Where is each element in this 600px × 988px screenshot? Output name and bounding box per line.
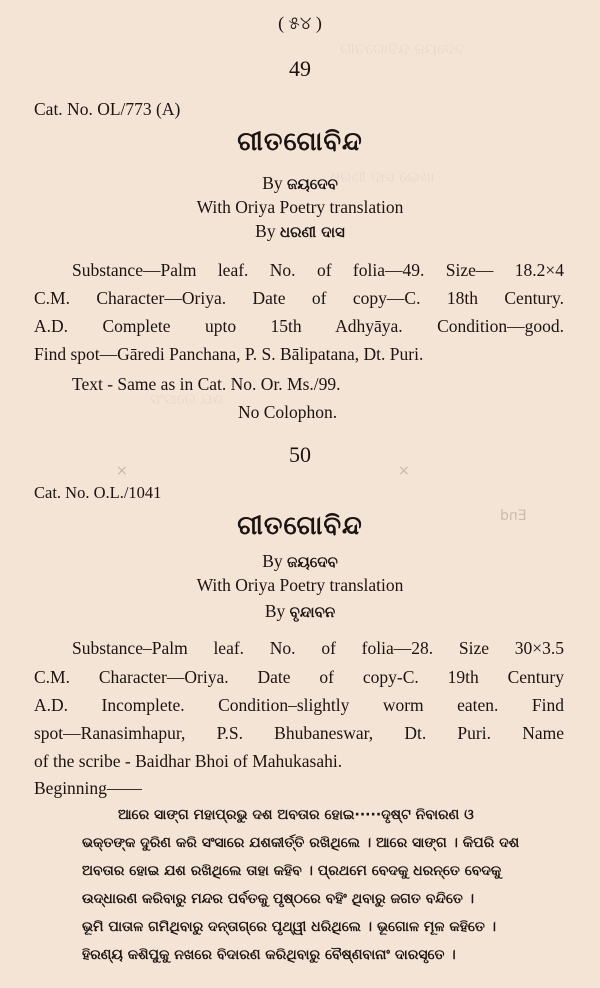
entry-49-number: 49 xyxy=(289,56,311,81)
entry-50-line-5: of the scribe - Baidhar Bhoi of Mahukasahi. xyxy=(34,751,343,771)
entry-49-translator: ଧରଣୀ ଦାସ xyxy=(279,223,345,241)
entry-50-translator-line xyxy=(0,600,600,623)
entry-49-line-2: C.M. Character—Oriya. Date of copy—C. 18th Century. xyxy=(34,288,564,308)
entry-49-by-label-2: By xyxy=(255,221,276,241)
entry-50-cat-no: Cat. No. O.L./1041 xyxy=(34,483,162,502)
entry-50-beginning-label: Beginning—— xyxy=(34,778,142,798)
entry-50-author: ଜୟଦେବ xyxy=(287,553,338,571)
entry-50-number: 50 xyxy=(289,442,311,467)
bleed-through-end: End xyxy=(500,508,527,524)
beginning-text-line-4: ଉଦ୍ଧାରଣ କରିବାରୁ ମନ୍ଦର ପର୍ବତକୁ ପୃଷ୍ଠରେ ବହିଂ ଥିବାରୁ ଜଗତ ବନ୍ଦିତେ । xyxy=(82,891,475,907)
entry-50-line-3: A.D. Incomplete. Condition–slightly worm eaten. Find xyxy=(34,695,564,715)
entry-49-line-4: Find spot—Gāredi Panchana, P. S. Bālipatana, Dt. Puri. xyxy=(34,344,424,364)
page-header: ( ୫୪ ) xyxy=(278,13,322,33)
bleed-cross-mark: × xyxy=(398,463,410,479)
entry-49-colophon: No Colophon. xyxy=(238,402,338,422)
entry-49-author: ଜୟଦେବ xyxy=(287,175,338,193)
entry-49-line-1: Substance—Palm leaf. No. of folia—49. Size— 18.2×4 xyxy=(72,260,564,280)
entry-50-title: ଗୀତଗୋବିନ୍ଦ xyxy=(237,511,363,540)
beginning-text-line-5: ଭୂମି ପାତାଳ ଗମିଥିବାରୁ ଦନ୍ତାଗ୍ରେ ପୃଥ୍ୱୀ ଧରିଥିଲେ । ଭୂଗୋଳ ମୂଳ କହିତେ । xyxy=(82,919,497,935)
entry-50-line-4: spot—Ranasimhapur, P.S. Bhubaneswar, Dt. Puri. Name xyxy=(34,723,564,743)
entry-49-title: ଗୀତଗୋବିନ୍ଦ xyxy=(237,127,363,156)
beginning-text-line-6: ହିରଣ୍ୟ କଶିପୁକୁ ନଖରେ ବିଦାରଣ କରିଥିବାରୁ ବୈଷ୍ଣବାନାଂ ଦାରସୃତେ । xyxy=(82,947,456,963)
bleed-through-text: ସଂସାରେ ଯଶ xyxy=(150,390,224,408)
entry-49-text-line: Text - Same as in Cat. No. Or. Ms./99. xyxy=(72,374,341,394)
beginning-text-line-2: ଭକ୍ତଙ୍କ ଦୁରିଣ କରି ସଂସାରେ ଯଶକୀର୍ତ୍ତି ରଖିଥିଲେ । ଆରେ ସାଙ୍ଗ । କିପରି ଦଶ xyxy=(82,835,520,851)
entry-50-translation: With Oriya Poetry translation xyxy=(196,575,404,595)
entry-49-cat-no: Cat. No. OL/773 (A) xyxy=(34,99,181,119)
entry-50-by-line xyxy=(0,550,600,573)
entry-50-by-label: By xyxy=(262,551,283,571)
entry-49-translation: With Oriya Poetry translation xyxy=(196,197,404,217)
beginning-text-line-3: ଅବତାର ହୋଇ ଯଶ ରଖିଥିଲେ ତାହା କହିବ । ପ୍ରଥମେ ବେଦକୁ ଧରନ୍ତେ ବେଦକୁ xyxy=(82,863,502,879)
entry-50-translator: ବୃନ୍ଦାବନ xyxy=(289,603,336,621)
bleed-cross-mark: × xyxy=(116,463,128,479)
entry-50-by-label-2: By xyxy=(264,601,286,621)
bleed-through-text: ଧରଣୀ ଦାସ ଲେଖା xyxy=(330,168,435,186)
beginning-text-line-1: ଆରେ ସାଙ୍ଗ ମହାପ୍ରଭୁ ଦଶ ଅବତାର ହୋଇ·····ଦୃଷ୍ଟ ନିବାରଣ ଓ xyxy=(118,807,474,823)
entry-49-by-line xyxy=(0,172,600,195)
entry-49-line-3: A.D. Complete upto 15th Adhyāya. Condition—good. xyxy=(34,316,564,336)
bleed-through-text: ଗୀତଗୋବିନ୍ଦ ଜୟଦେବ xyxy=(340,40,466,58)
entry-50-line-1: Substance–Palm leaf. No. of folia—28. Size 30×3.5 xyxy=(72,638,564,658)
entry-50-line-2: C.M. Character—Oriya. Date of copy-C. 19th Century xyxy=(34,667,564,687)
entry-49-by-label: By xyxy=(262,173,283,193)
entry-49-translator-line xyxy=(0,220,600,243)
